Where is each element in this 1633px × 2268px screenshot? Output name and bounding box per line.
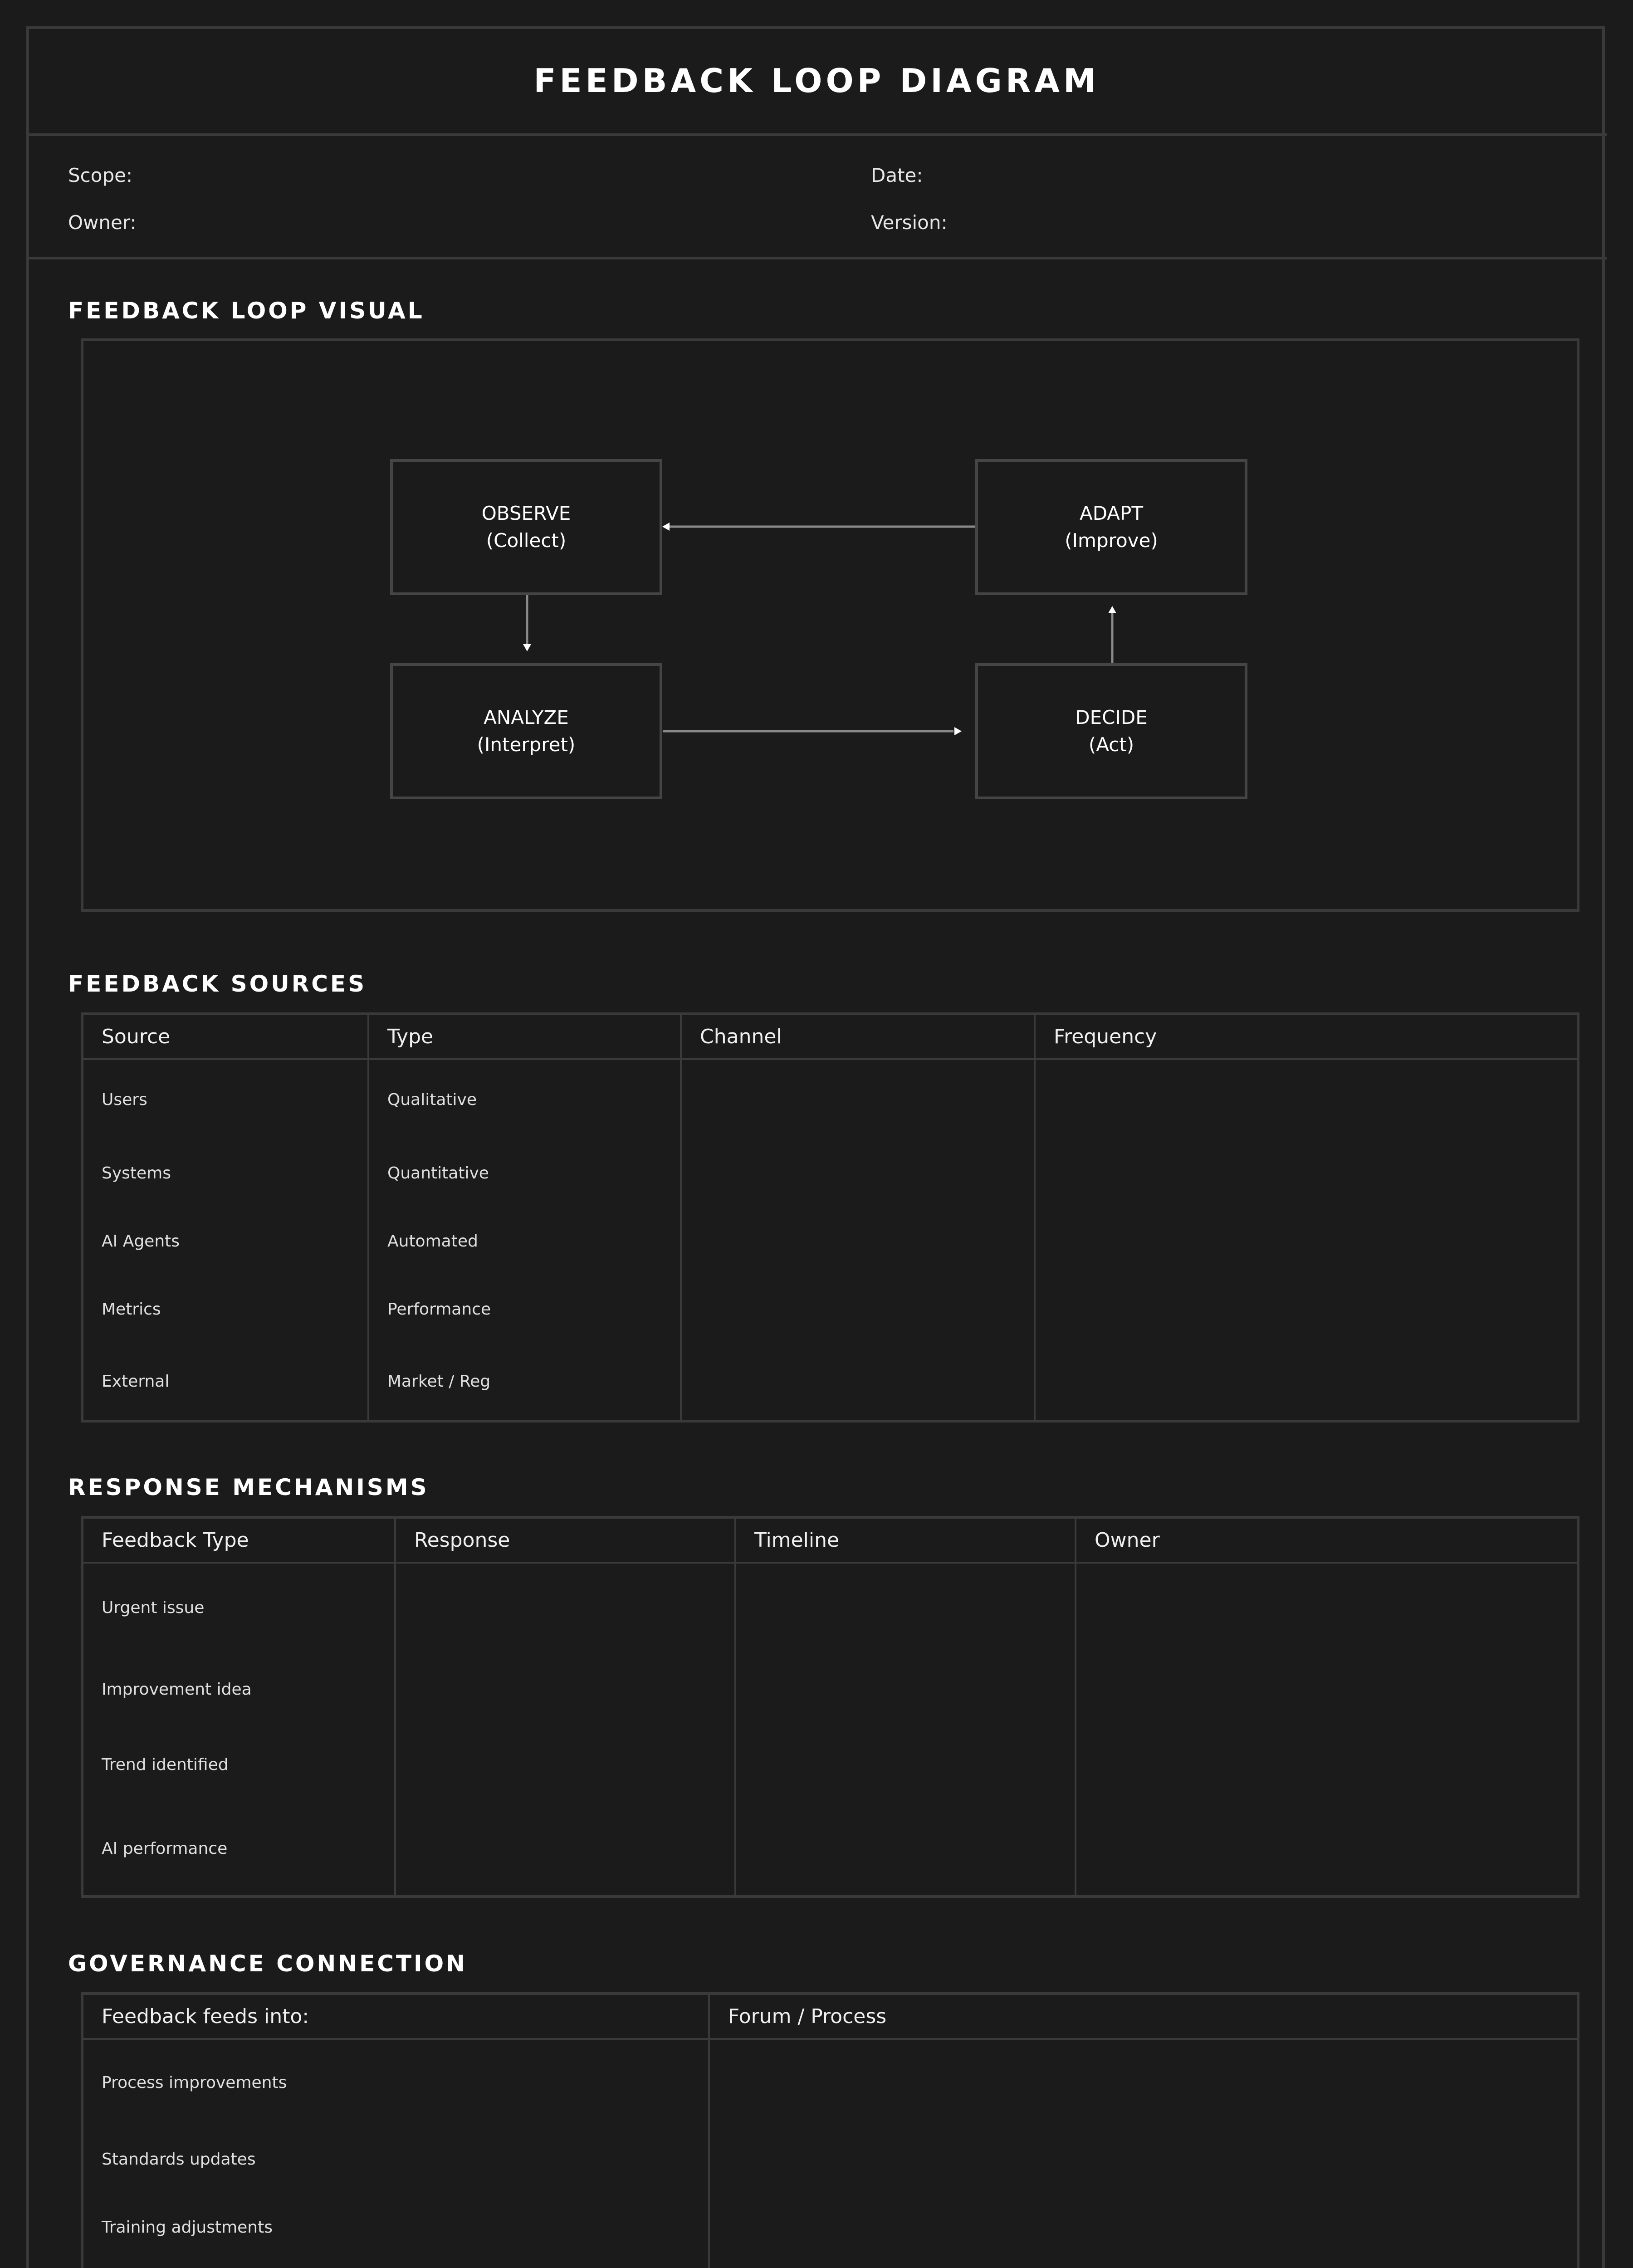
- sources-title: FEEDBACK SOURCES: [68, 971, 367, 997]
- table-row: [82, 1275, 1578, 1343]
- governance-header-forum: Forum / Process: [709, 1994, 1578, 2039]
- channel-cell[interactable]: [681, 1343, 1035, 1421]
- sources-header-row: [82, 1014, 1578, 1059]
- table-row: [82, 1727, 1578, 1802]
- frequency-cell[interactable]: [1035, 1139, 1578, 1207]
- date-field[interactable]: Date:: [871, 164, 923, 186]
- table-row: [82, 2039, 1578, 2125]
- loop-arrows: [0, 0, 1633, 953]
- channel-cell[interactable]: [681, 1275, 1035, 1343]
- feedback-type-cell: Trend identified: [82, 1727, 395, 1802]
- sources-header-channel: Channel: [681, 1014, 1035, 1059]
- owner-cell[interactable]: [1076, 1802, 1578, 1897]
- node-decide-sub: (Act): [1088, 733, 1134, 756]
- type-cell: Performance: [368, 1275, 681, 1343]
- arrowhead-adapt: [1108, 606, 1116, 613]
- feeds-into-cell: Training adjustments: [82, 2193, 709, 2261]
- node-observe-sub: (Collect): [486, 529, 567, 552]
- governance-header-feeds-into: Feedback feeds into:: [82, 1994, 709, 2039]
- node-analyze-label: ANALYZE: [484, 706, 569, 728]
- responses-header-feedback-type: Feedback Type: [82, 1517, 395, 1563]
- type-cell: Qualitative: [368, 1059, 681, 1139]
- node-adapt-label: ADAPT: [1079, 502, 1144, 524]
- node-adapt: [975, 459, 1247, 595]
- timeline-cell[interactable]: [735, 1563, 1076, 1652]
- feedback-type-cell: AI performance: [82, 1802, 395, 1897]
- timeline-cell[interactable]: [735, 1652, 1076, 1727]
- forum-cell[interactable]: [709, 2193, 1578, 2261]
- frequency-cell[interactable]: [1035, 1207, 1578, 1275]
- response-cell[interactable]: [395, 1727, 735, 1802]
- scope-field[interactable]: Scope:: [68, 164, 133, 186]
- source-cell: External: [82, 1343, 368, 1421]
- table-row: [82, 2261, 1578, 2268]
- node-decide-label: DECIDE: [1075, 706, 1148, 728]
- node-analyze: [390, 663, 662, 799]
- table-row: [82, 1343, 1578, 1421]
- timeline-cell[interactable]: [735, 1727, 1076, 1802]
- table-row: [82, 1059, 1578, 1139]
- sources-header-type: Type: [368, 1014, 681, 1059]
- version-field[interactable]: Version:: [871, 211, 948, 234]
- arrowhead-observe: [662, 523, 670, 531]
- responses-header-response: Response: [395, 1517, 735, 1563]
- source-cell: Metrics: [82, 1275, 368, 1343]
- owner-field[interactable]: Owner:: [68, 211, 137, 234]
- table-row: [82, 1802, 1578, 1897]
- responses-header-owner: Owner: [1076, 1517, 1578, 1563]
- arrowhead-analyze: [523, 644, 531, 651]
- owner-cell[interactable]: [1076, 1727, 1578, 1802]
- forum-cell[interactable]: [709, 2125, 1578, 2193]
- node-decide: [975, 663, 1247, 799]
- table-row: [82, 1139, 1578, 1207]
- feeds-into-cell: [82, 2261, 709, 2268]
- node-analyze-sub: (Interpret): [477, 733, 576, 756]
- node-observe-label: OBSERVE: [481, 502, 571, 524]
- type-cell: Quantitative: [368, 1139, 681, 1207]
- node-adapt-sub: (Improve): [1065, 529, 1158, 552]
- frequency-cell[interactable]: [1035, 1343, 1578, 1421]
- type-cell: Automated: [368, 1207, 681, 1275]
- table-row: [82, 1563, 1578, 1652]
- response-cell[interactable]: [395, 1802, 735, 1897]
- responses-table: [81, 1516, 1579, 1898]
- sources-header-frequency: Frequency: [1035, 1014, 1578, 1059]
- feedback-type-cell: Urgent issue: [82, 1563, 395, 1652]
- table-row: [82, 1652, 1578, 1727]
- response-cell[interactable]: [395, 1563, 735, 1652]
- responses-header-row: [82, 1517, 1578, 1563]
- table-row: [82, 2193, 1578, 2261]
- arrowhead-decide: [954, 727, 962, 735]
- frequency-cell[interactable]: [1035, 1059, 1578, 1139]
- channel-cell[interactable]: [681, 1139, 1035, 1207]
- type-cell: Market / Reg: [368, 1343, 681, 1421]
- governance-title: GOVERNANCE CONNECTION: [68, 1950, 467, 1977]
- sources-table: [81, 1012, 1579, 1422]
- frequency-cell[interactable]: [1035, 1275, 1578, 1343]
- feedback-type-cell: Improvement idea: [82, 1652, 395, 1727]
- owner-cell[interactable]: [1076, 1652, 1578, 1727]
- source-cell: AI Agents: [82, 1207, 368, 1275]
- sources-header-source: Source: [82, 1014, 368, 1059]
- governance-table: [81, 1992, 1579, 2268]
- feeds-into-cell: Process improvements: [82, 2039, 709, 2125]
- response-cell[interactable]: [395, 1652, 735, 1727]
- loop-visual-title: FEEDBACK LOOP VISUAL: [68, 298, 425, 324]
- table-row: [82, 1207, 1578, 1275]
- feeds-into-cell: Standards updates: [82, 2125, 709, 2193]
- forum-cell[interactable]: [709, 2261, 1578, 2268]
- page-title: FEEDBACK LOOP DIAGRAM: [533, 62, 1100, 100]
- channel-cell[interactable]: [681, 1059, 1035, 1139]
- source-cell: Systems: [82, 1139, 368, 1207]
- forum-cell[interactable]: [709, 2039, 1578, 2125]
- source-cell: Users: [82, 1059, 368, 1139]
- timeline-cell[interactable]: [735, 1802, 1076, 1897]
- table-row: [82, 2125, 1578, 2193]
- governance-header-row: [82, 1994, 1578, 2039]
- node-observe: [390, 459, 662, 595]
- owner-cell[interactable]: [1076, 1563, 1578, 1652]
- channel-cell[interactable]: [681, 1207, 1035, 1275]
- responses-header-timeline: Timeline: [735, 1517, 1076, 1563]
- responses-title: RESPONSE MECHANISMS: [68, 1474, 429, 1501]
